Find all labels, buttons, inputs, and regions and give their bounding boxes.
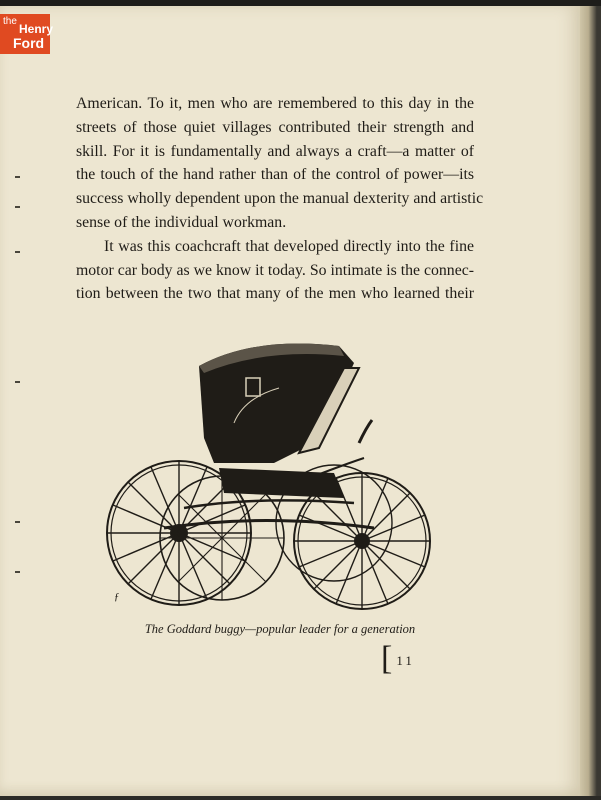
henry-ford-logo[interactable] — [0, 14, 54, 54]
text-line: success wholly dependent upon the manual dexterity and artistic — [76, 190, 484, 208]
logo-the: the — [3, 16, 17, 27]
body-text — [76, 92, 484, 306]
gutter-mark — [15, 176, 20, 178]
text-line: American. To it, men who are remembered to this day in the — [76, 95, 474, 112]
goddard-buggy-illustration — [104, 328, 444, 618]
gutter-mark — [15, 206, 20, 208]
gutter-mark — [15, 381, 20, 383]
text-line: tion between the two that many of the men who learned their — [76, 285, 474, 303]
text-line: motor car body as we know it today. So intimate is the connec- — [76, 261, 474, 279]
gutter-mark — [15, 571, 20, 573]
paragraph-2 — [76, 235, 474, 306]
figure-caption: The Goddard buggy—popular leader for a generation — [144, 622, 416, 636]
text-line: It was this coachcraft that developed directly into the fine — [104, 237, 474, 255]
text-line: skill. For it is fundamentally and always a craft—a matter of — [76, 142, 474, 160]
folio-number: 11 — [396, 653, 415, 668]
page-edge — [580, 6, 601, 796]
logo-ford: Ford — [13, 35, 45, 51]
gutter-mark — [15, 251, 20, 253]
folio-bracket: [ — [381, 640, 393, 677]
logo-henry: Henry — [19, 22, 54, 36]
gutter-mark — [15, 521, 20, 523]
text-line: streets of those quiet villages contributed their strength and — [76, 118, 474, 136]
paragraph-1 — [76, 92, 484, 235]
page-number — [381, 640, 415, 677]
text-line: sense of the individual workman. — [76, 213, 287, 231]
artist-signature: ƒ — [114, 591, 120, 603]
text-line: the touch of the hand rather than of the control of power—its — [76, 166, 474, 184]
